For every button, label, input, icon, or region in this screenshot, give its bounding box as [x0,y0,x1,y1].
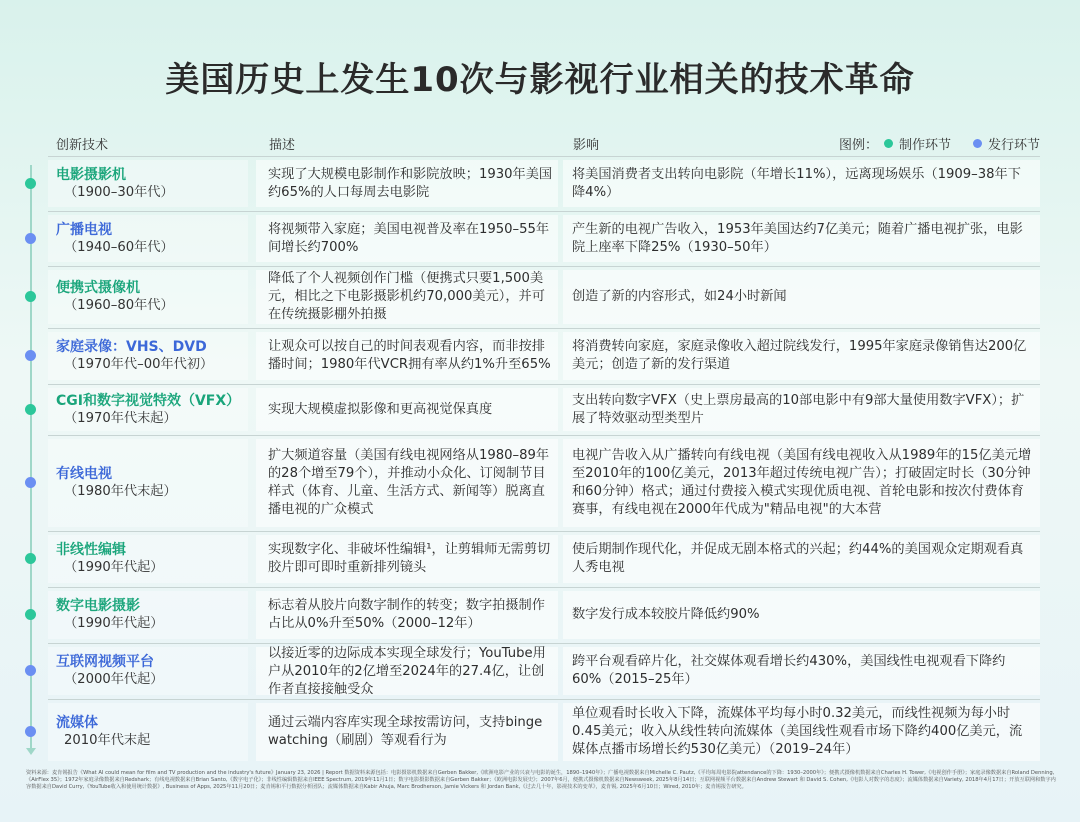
desc-cell: 实现大规模虚拟影像和更高视觉保真度 [268,401,493,417]
table-row [0,699,1080,765]
timeline-node-icon [25,609,36,620]
tech-cell [56,597,246,633]
impact-cell: 将美国消费者支出转向电影院（年增长11%），远离现场娱乐（1909–38年下降4%） [572,166,1021,200]
timeline-node-icon [25,233,36,244]
timeline-node-icon [25,477,36,488]
timeline-node-icon [25,553,36,564]
table-row [0,531,1080,587]
tech-period: （1970年代末起） [64,410,177,426]
column-header-desc: 描述 [269,138,296,153]
tech-name: 数字电影摄影 [56,598,140,614]
table-row [0,435,1080,531]
tech-name: 广播电视 [56,221,112,238]
desc-cell: 实现了大规模电影制作和影院放映；1930年美国约65%的人口每周去电影院 [268,166,553,200]
page-title: 美国历史上发生10次与影视行业相关的技术革命 [165,60,915,100]
impact-cell: 单位观看时长收入下降，流媒体平均每小时0.32美元，而线性视频为每小时0.45美元；收入从线性转向流媒体（美国线性观看市场下降约400亿美元，流媒体点播市场增长约530亿美元）（2019–24年） [572,706,1023,757]
impact-cell: 创造了新的内容形式，如24小时新闻 [572,289,787,304]
desc-cell: 以接近零的边际成本实现全球发行；YouTube用户从2010年的2亿增至2024年的27.4亿，让创作者直接接触受众 [268,646,546,697]
legend-blue-label: 发行环节 [987,138,1040,153]
tech-cell [56,279,246,315]
table-row [0,266,1080,328]
legend-label: 图例： [838,138,878,153]
tech-name: CGI和数字视觉特效（VFX） [56,392,241,409]
row-divider [48,587,1040,588]
tech-period: （1970年代–00年代初） [64,357,214,372]
desc-cell: 通过云端内容库实现全球按需访问，支持binge watching（刷剧）等观看行为 [268,715,543,748]
row-divider [48,266,1040,267]
desc-cell: 实现数字化、非破坏性编辑¹，让剪辑师无需剪切胶片即可即时重新排列镜头 [268,542,551,575]
impact-cell: 电视广告收入从广播转向有线电视（美国有线电视收入从1989年的15亿美元增至2010年的100亿美元，2013年超过传统电视广告）；打破固定时长（30分钟和60分钟）格式；通过付费接入模式实现优质电视、首轮电影和按次付费体育赛事，有线电视在2000年代成为"精品电视"的大本营 [572,448,1032,517]
row-divider [48,699,1040,700]
tech-cell [56,465,246,501]
desc-cell: 让观众可以按自己的时间表观看内容，而非按排播时间；1980年代VCR拥有率从约1%升至65% [268,339,551,372]
tech-name: 非线性编辑 [56,542,126,558]
legend-blue-dot-icon [973,139,982,148]
tech-cell [56,221,246,257]
tech-name: 便携式摄像机 [56,280,140,296]
column-header-tech: 创新技术 [56,138,109,153]
tech-cell [56,653,246,689]
table-row [0,643,1080,699]
desc-cell: 降低了个人视频创作门槛（便携式只要1,500美元，相比之下电影摄影机约70,000美元），并可在传统摄影棚外拍摄 [268,271,545,322]
tech-cell [56,166,246,202]
row-divider [48,643,1040,644]
tech-name: 流媒体 [56,715,98,731]
timeline-node-icon [25,178,36,189]
tech-name: 电影摄影机 [56,166,126,183]
tech-period: （1990年代起） [64,616,164,631]
tech-period: （1940–60年代） [64,239,174,255]
timeline-node-icon [25,350,36,361]
tech-name: 互联网视频平台 [56,654,154,670]
table-row [0,384,1080,435]
row-divider [48,211,1040,212]
impact-cell: 支出转向数字VFX（史上票房最高的10部电影中有9部大量使用数字VFX）；扩展了特效驱动型类型片 [572,392,1025,426]
tech-cell [56,714,246,750]
tech-cell [56,338,246,374]
tech-cell [56,541,246,577]
table-row [0,211,1080,266]
tech-period: （1980年代末起） [64,484,177,499]
table-row [0,156,1080,211]
row-divider [48,435,1040,436]
tech-period: 2010年代末起 [64,733,151,748]
table-header [56,134,1040,153]
impact-cell: 使后期制作现代化，并促成无剧本格式的兴起；约44%的美国观众定期观看真人秀电视 [572,542,1024,575]
timeline-node-icon [25,291,36,302]
tech-name: 有线电视 [56,466,112,482]
tech-cell [56,392,246,428]
tech-name: 家庭录像：VHS、DVD [56,339,207,355]
row-divider [48,328,1040,329]
table-row [0,587,1080,643]
column-header-impact: 影响 [573,138,600,153]
impact-cell: 跨平台观看碎片化，社交媒体观看增长约430%，美国线性电视观看下降约60%（2015–25年） [572,654,1006,687]
timeline-node-icon [25,665,36,676]
row-divider [48,156,1040,157]
desc-cell: 将视频带入家庭；美国电视普及率在1950–55年间增长约700% [268,221,550,255]
desc-cell: 标志着从胶片向数字制作的转变；数字拍摄制作占比从0%升至50%（2000–12年） [268,598,545,631]
timeline-node-icon [25,726,36,737]
source-footnote: 资料来源：麦肯锡报告《What AI could mean for film and TV production and the industry's future》January 23, 2026 | Report 数据资料来源包括：电影摄影机数据来自Gerben Bakker,《欧洲电影产业的兴衰与电影的诞生，1890–1940年》；广播电视数据来自Michelle C. Pautz,《平均每周电影院attendance的下降：1930–2000年》；便携式摄像机数据来自Charles H. Tower,《电视创作手册》；家庭录像数据来自Roland Denning,《AirFlex 35》；1972年家庭录像数据来自Redshark；有线电视数据来自Brian Santo,《数字电子化》；非线性编辑数据来自IEEE Spectrum, 2019年11月1日；数字电影摄影数据来自Gerben Bakker；《欧洲电影发展史》；2007年6月，便携式摄像机数据来自Newsweek, 2025年8月14日；互联网视频平台数据来自Andrew Stewart 和 David S. Cohen,《电影人对数字的态度》；流媒体数据来自Variety, 2018年4月17日；开放互联网和数字内容数据来自David Curry,《YouTube收入和使用统计数据》, Business of Apps, 2025年11月20日；麦肯锡和平行数据分析团队；流媒体数据来自Kabir Ahuja, Marc Brodherson, Jamie Vickers 和 Jordan Bank,《过去几十年，影视技术的变革》，麦肯锡, 2025年6月10日；Wired, 2010年；麦肯锡报告研究。 [26,770,1056,791]
desc-cell: 扩大频道容量（美国有线电视网络从1980–89年的28个增至79个），并推动小众化、订阅制节目样式（体育、儿童、生活方式、新闻等）脱离直播电视的广众模式 [268,448,550,517]
legend-green-label: 制作环节 [898,138,951,153]
impact-cell: 产生新的电视广告收入，1953年美国达约7亿美元；随着广播电视扩张，电影院上座率下降25%（1930–50年） [572,221,1023,255]
tech-period: （1960–80年代） [64,298,174,313]
legend [839,134,1040,153]
tech-period: （1990年代起） [64,560,164,575]
impact-cell: 数字发行成本较胶片降低约90% [572,607,760,622]
impact-cell: 将消费转向家庭，家庭录像收入超过院线发行，1995年家庭录像销售达200亿美元；创造了新的发行渠道 [572,339,1027,372]
tech-period: （1900–30年代） [64,184,174,200]
tech-period: （2000年代起） [64,672,164,687]
legend-green-dot-icon [884,139,893,148]
timeline-node-icon [25,404,36,415]
row-divider [48,531,1040,532]
table-row [0,328,1080,384]
row-divider [48,384,1040,385]
